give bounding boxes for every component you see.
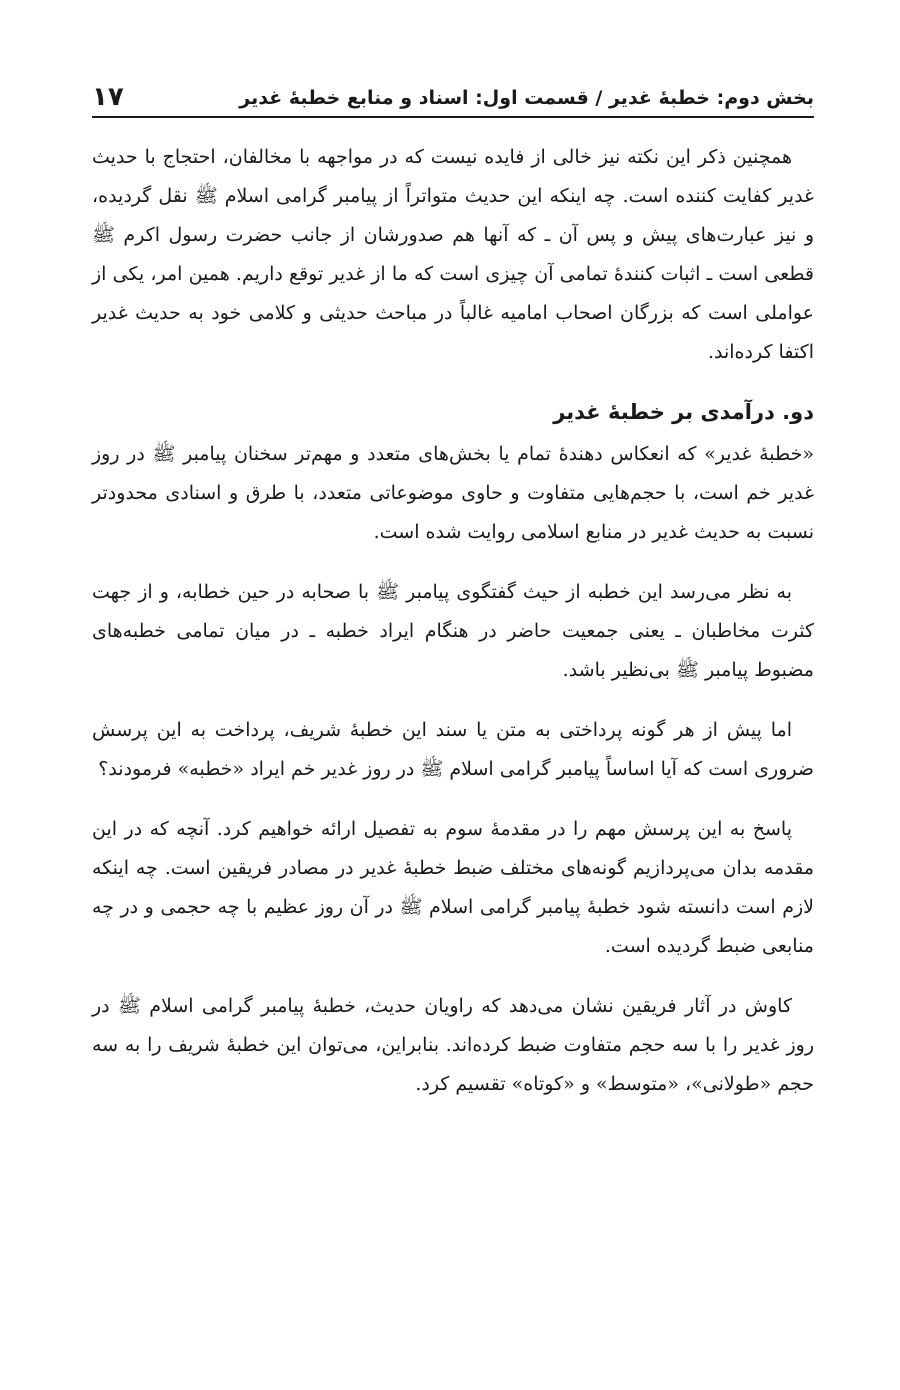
book-page [92,62,814,1125]
body-paragraph: اما پیش از هر گونه پرداختی به متن یا سند این خطبهٔ شریف، پرداخت به این پرسش ضروری است که آیا اساساً پیامبر گرامی اسلام ﷺ در روز غدیر خم ایراد «خطبه» فرمودند؟ [92,719,814,780]
body-paragraph: همچنین ذکر این نکته نیز خالی از فایده نیست که در مواجهه با مخالفان، احتجاج با حدیث غدیر کفایت کننده است. چه اینکه این حدیث متواتراً از پیامبر گرامی اسلام ﷺ نقل گردیده، و نیز عبارت‌های پیش و پس آن ـ که آنها هم صدورشان از جانب حضرت رسول اکرم ﷺ قطعی است ـ اثبات کنندهٔ تمامی آن چیزی است که ما از غدیر توقع داریم. همین امر، یکی از عواملی است که بزرگان اصحاب امامیه غالباً در مباحث حدیثی و کلامی خود به حدیث غدیر اکتفا کرده‌اند. [92,146,814,363]
running-header [92,62,814,118]
body-paragraph: به نظر می‌رسد این خطبه از حیث گفتگوی پیامبر ﷺ با صحابه در حین خطابه، و از جهت کثرت مخاطبان ـ یعنی جمعیت حاضر در هنگام ایراد خطبه ـ در میان تمامی خطبه‌های مضبوط پیامبر ﷺ بی‌نظیر باشد. [92,581,814,681]
page-body [92,138,814,1104]
page-number: ۱۷ [92,82,124,112]
running-header-title: بخش دوم: خطبهٔ غدیر / قسمت اول: اسناد و منابع خطبهٔ غدیر [239,87,814,109]
section-heading: دو. درآمدی بر خطبهٔ غدیر [553,400,814,424]
body-paragraph: «خطبهٔ غدیر» که انعکاس دهندهٔ تمام یا بخش‌های متعدد و مهم‌تر سخنان پیامبر ﷺ در روز غدیر خم است، با حجم‌هایی متفاوت و حاوی موضوعاتی متعدد، با طرق و اسنادی محدودتر نسبت به حدیث غدیر در منابع اسلامی روایت شده است. [92,443,814,543]
body-paragraph: پاسخ به این پرسش مهم را در مقدمهٔ سوم به تفصیل ارائه خواهیم کرد. آنچه که در این مقدمه بدان می‌پردازیم گونه‌های مختلف ضبط خطبهٔ غدیر در مصادر فریقین است. چه اینکه لازم است دانسته شود خطبهٔ پیامبر گرامی اسلام ﷺ در آن روز عظیم با چه حجمی و در چه منابعی ضبط گردیده است. [92,818,814,957]
body-paragraph: کاوش در آثار فریقین نشان می‌دهد که راویان حدیث، خطبهٔ پیامبر گرامی اسلام ﷺ در روز غدیر را با سه حجم متفاوت ضبط کرده‌اند. بنابراین، می‌توان این خطبهٔ شریف را به سه حجم «طولانی»، «متوسط» و «کوتاه» تقسیم کرد. [92,995,814,1095]
